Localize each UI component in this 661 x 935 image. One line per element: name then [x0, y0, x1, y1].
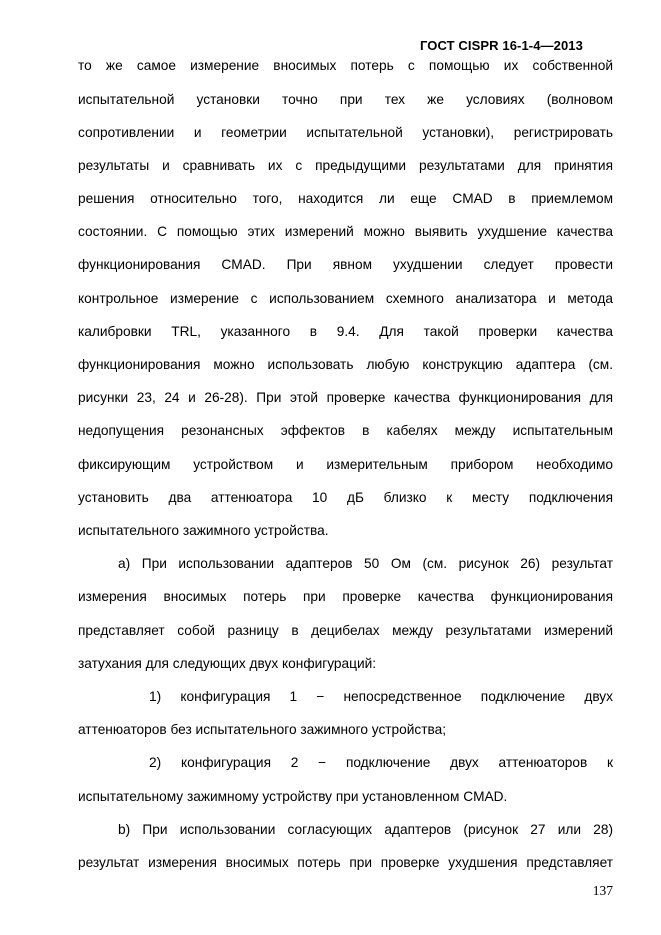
- text-line: недопущения резонансных эффектов в кабелях между испытательным: [78, 423, 613, 438]
- text-line: функционирования можно использовать любую конструкцию адаптера (см.: [78, 357, 613, 372]
- text-line: испытательному зажимному устройству при установленном CMAD.: [78, 789, 508, 804]
- text-line: состоянии. С помощью этих измерений можно выявить ухудшение качества: [78, 224, 613, 239]
- text-line: рисунки 23, 24 и 26-28). При этой проверке качества функционирования для: [78, 390, 613, 405]
- text-line: результаты и сравнивать их с предыдущими результатами для принятия: [78, 158, 613, 173]
- text-line: контрольное измерение с использованием схемного анализатора и метода: [78, 291, 613, 306]
- text-line: то же самое измерение вносимых потерь с помощью их собственной: [78, 58, 613, 73]
- text-line: аттенюаторов без испытательного зажимного устройства;: [78, 722, 447, 737]
- text-line: представляет собой разницу в децибелах между результатами измерений: [78, 623, 613, 638]
- text-line: установить два аттенюатора 10 дБ близко к месту подключения: [78, 490, 613, 505]
- text-line: затухания для следующих двух конфигураций:: [78, 656, 377, 671]
- text-line: функционирования CMAD. При явном ухудшении следует провести: [78, 257, 613, 272]
- page-number: 137: [592, 883, 613, 898]
- text-line: сопротивлении и геометрии испытательной установки), регистрировать: [78, 125, 613, 140]
- text-line: решения относительно того, находится ли еще CMAD в приемлемом: [78, 191, 613, 206]
- list-item-1: 1) конфигурация 1 − непосредственное подключение двух: [149, 689, 613, 704]
- text-line: измерения вносимых потерь при проверке качества функционирования: [78, 589, 613, 604]
- text-line: результат измерения вносимых потерь при проверке ухудшения представляет: [78, 855, 613, 870]
- text-line: фиксирующим устройством и измерительным прибором необходимо: [78, 457, 613, 472]
- text-line: калибровки TRL, указанного в 9.4. Для такой проверки качества: [78, 324, 613, 339]
- paragraph-a-first-line: а) При использовании адаптеров 50 Ом (см. рисунок 26) результат: [118, 556, 613, 571]
- text-line: испытательной установки точно при тех же условиях (волновом: [78, 92, 613, 107]
- document-header: ГОСТ CISPR 16-1-4—2013: [420, 38, 583, 53]
- paragraph-b-first-line: b) При использовании согласующих адаптеров (рисунок 27 или 28): [118, 822, 613, 837]
- text-line: испытательного зажимного устройства.: [78, 523, 329, 538]
- list-item-2: 2) конфигурация 2 − подключение двух аттенюаторов к: [149, 755, 613, 770]
